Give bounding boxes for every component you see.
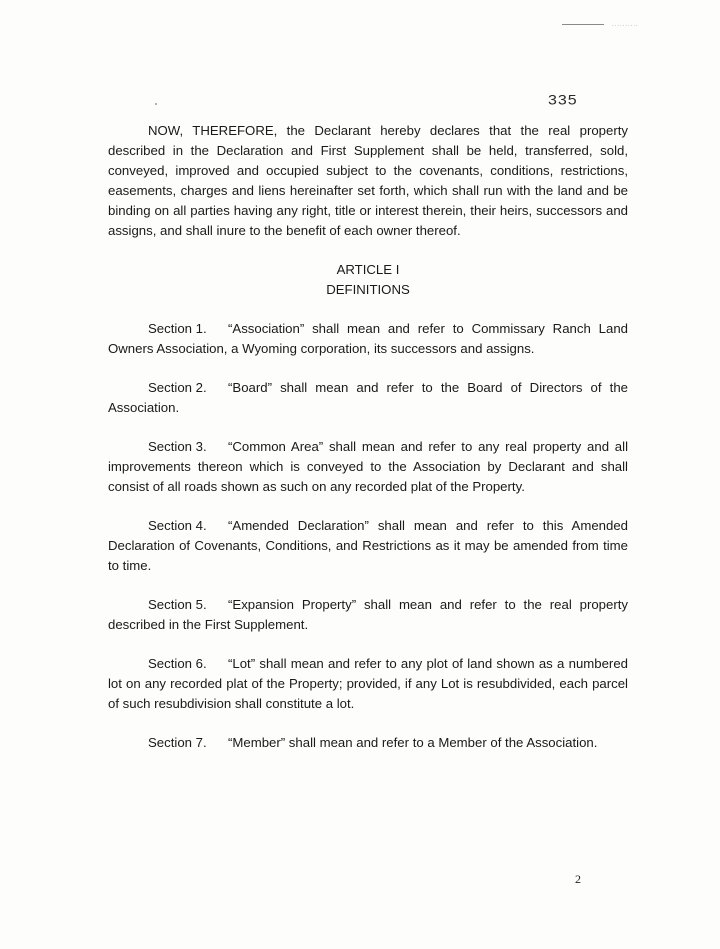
section-label: Section 7.	[148, 735, 207, 750]
section-1	[108, 319, 628, 359]
section-label: Section 4.	[148, 518, 207, 533]
section-4	[108, 516, 628, 576]
section-label: Section 5.	[148, 597, 207, 612]
scan-rule-mark	[562, 24, 604, 25]
section-6	[108, 654, 628, 714]
scan-dots-mark: ..........	[612, 22, 639, 28]
intro-paragraph: NOW, THEREFORE, the Declarant hereby declares that the real property described in the Declaration and First Supplement shall be held, transferred, sold, conveyed, improved and occupied subject to the covenants, conditions, restrictions, easements, charges and liens hereinafter set forth, which shall run with the land and be binding on all parties having any right, title or interest therein, their heirs, successors and assigns, and shall inure to the benefit of each owner thereof.	[108, 123, 628, 238]
section-text: “Association” shall mean and refer to Commissary Ranch Land Owners Association, a Wyoming corporation, its successors and assigns.	[108, 321, 628, 356]
section-label: Section 2.	[148, 380, 207, 395]
document-body	[108, 121, 628, 772]
section-3	[108, 437, 628, 497]
section-label: Section 3.	[148, 439, 207, 454]
section-text: “Lot” shall mean and refer to any plot of land shown as a numbered lot on any recorded plat of the Property; provided, if any Lot is resubdivided, each parcel of such resubdivision shall constitute a lot.	[108, 656, 628, 711]
section-text: “Common Area” shall mean and refer to any real property and all improvements thereon which is conveyed to the Association by Declarant and shall consist of all roads shown as such on any recorded plat of the Property.	[108, 439, 628, 494]
section-text: “Amended Declaration” shall mean and refer to this Amended Declaration of Covenants, Conditions, and Restrictions as it may be amended from time to time.	[108, 518, 628, 573]
section-7	[108, 733, 628, 753]
article-heading	[108, 260, 628, 300]
article-title: DEFINITIONS	[326, 282, 410, 297]
scan-speck	[155, 103, 157, 105]
recording-stamp-number: 335	[548, 93, 578, 108]
section-label: Section 1.	[148, 321, 207, 336]
section-label: Section 6.	[148, 656, 207, 671]
section-2	[108, 378, 628, 418]
section-5	[108, 595, 628, 635]
page-number: 2	[575, 872, 581, 886]
article-number: ARTICLE I	[336, 262, 400, 277]
section-text: “Board” shall mean and refer to the Board of Directors of the Association.	[108, 380, 628, 415]
section-text: “Member” shall mean and refer to a Member of the Association.	[228, 735, 598, 750]
section-text: “Expansion Property” shall mean and refer to the real property described in the First Supplement.	[108, 597, 628, 632]
